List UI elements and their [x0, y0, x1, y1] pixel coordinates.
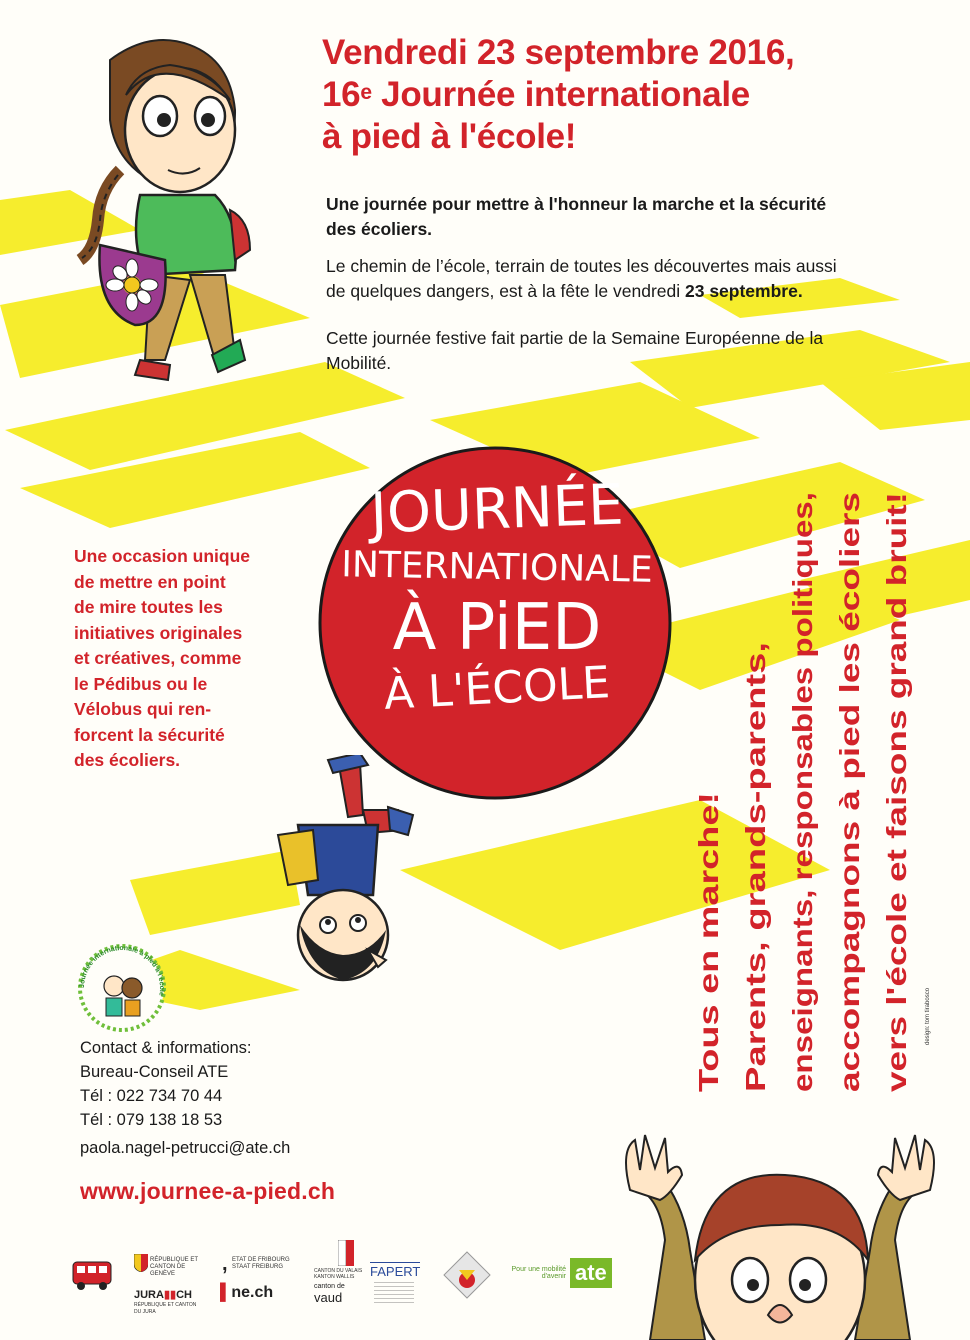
website-link[interactable]: www.journee-a-pied.ch: [80, 1178, 336, 1204]
sidebar-line: de mettre en point: [74, 571, 226, 592]
geneve-coat-of-arms-icon: [134, 1254, 148, 1272]
headline-ordinal-suffix: e: [360, 81, 372, 104]
sidebar-line: des écoliers.: [74, 750, 181, 770]
vertical-line: Tous en marche!: [693, 870, 724, 1092]
event-logo: [72, 938, 172, 1038]
stamp-text: [327, 462, 667, 720]
fribourg-logo-text: ETAT DE FRIBOURG: [232, 1257, 290, 1263]
ne-logo-text: ne.ch: [231, 1284, 274, 1301]
jura-logo: [134, 1288, 192, 1301]
upside-down-boy-illustration: [268, 755, 418, 985]
sidebar-paragraph: [74, 544, 294, 774]
headline: [322, 32, 942, 158]
headline-line-1: Vendredi 23 septembre 2016,: [322, 33, 795, 72]
stamp-line-1: JOURNÉE: [369, 472, 625, 547]
sidebar-line: initiatives originales: [74, 622, 243, 643]
comma-mark-icon: ,: [222, 1253, 228, 1275]
sidebar-line: le Pédibus ou le: [74, 673, 208, 694]
contact-phone-2: Tél : 079 138 18 53: [80, 1111, 223, 1129]
ne-logo-mark-icon: ▌: [220, 1284, 232, 1301]
ne-logo: [220, 1284, 273, 1302]
pedibus-logo: [70, 1258, 114, 1292]
contact-org: Bureau-Conseil ATE: [80, 1063, 229, 1081]
event-logo-ring-text: Journée internationale à pied à l'école: [78, 944, 166, 997]
contact-title: Contact & informations:: [80, 1039, 252, 1057]
waving-boy-illustration: [610, 1130, 940, 1340]
geneve-logo-text: RÉPUBLIQUE ET CANTON DE GENÈVE: [150, 1257, 198, 1277]
vertical-line: accompagnons à pied les écoliers: [834, 637, 865, 1092]
stamp-line-3: À PiED: [392, 591, 602, 665]
intro-body: [326, 254, 846, 304]
ate-tagline-1: Pour une mobilité: [511, 1266, 566, 1273]
sidebar-line: de mire toutes les: [74, 597, 223, 617]
ate-tagline-2: d'avenir: [541, 1273, 566, 1280]
valais-flag-icon: [338, 1240, 354, 1266]
headline-line-2: [322, 74, 942, 116]
jura-logo-ch: CH: [176, 1289, 192, 1301]
headline-ordinal: 16: [322, 75, 361, 114]
contact-email[interactable]: paola.nagel-petrucci@ate.ch: [80, 1139, 291, 1157]
ate-logo: ate: [570, 1258, 612, 1288]
design-credit: design: tom tirabosco: [925, 987, 931, 1045]
sidebar-line: Une occasion unique: [74, 546, 250, 566]
headline-line-2-rest: Journée internationale: [371, 75, 750, 114]
ate-tagline: [504, 1266, 566, 1280]
vertical-line: Parents, grands-parents,: [740, 762, 771, 1092]
valais-logo-text-2: KANTON WALLIS: [314, 1274, 355, 1280]
sidebar-line: et créatives, comme: [74, 648, 242, 668]
sidebar-line: forcent la sécurité: [74, 724, 225, 745]
intro-body-date: 23 septembre.: [685, 281, 803, 301]
vertical-line: enseignants, responsables politiques,: [787, 584, 818, 1092]
jura-logo-mark-icon: ▮▮: [163, 1289, 177, 1301]
vertical-line: vers l'école et faisons grand bruit!: [881, 637, 912, 1092]
fribourg-logo-text-2: STAAT FREIBURG: [232, 1264, 284, 1270]
intro-festive: Cette journée festive fait partie de la Semaine Européenne de la Mobilité.: [326, 328, 824, 373]
fapert-logo: FAPERT: [370, 1264, 421, 1279]
sponsor-logos: [70, 1240, 630, 1320]
intro-body-text: Le chemin de l’école, terrain de toutes les découvertes mais aussi de quelques dangers, est à la fête le vendredi: [326, 256, 837, 301]
vaud-logo-text: vaud: [314, 1290, 343, 1305]
stamp-line-2: INTERNATIONALE: [340, 544, 654, 591]
sidebar-line: Vélobus qui ren-: [74, 699, 212, 719]
vaud-logo-prefix: canton de: [314, 1283, 345, 1290]
vertical-callout: [690, 480, 950, 1100]
contact-phone-1: Tél : 022 734 70 44: [80, 1087, 223, 1105]
partner-diamond-logo: [442, 1250, 492, 1300]
contact-block: [80, 1036, 380, 1160]
headline-line-3: à pied à l'école!: [322, 117, 577, 156]
fapert-fineprint: [374, 1282, 414, 1304]
girl-illustration: [40, 20, 300, 410]
jura-logo-subtitle: RÉPUBLIQUE ET CANTON DU JURA: [134, 1302, 197, 1315]
stamp-line-4: À L'ÉCOLE: [382, 657, 612, 720]
intro-lead: Une journée pour mettre à l'honneur la marche et la sécurité des écoliers.: [326, 194, 827, 239]
intro-text: [326, 192, 846, 388]
jura-logo-text: JURA: [134, 1289, 164, 1301]
valais-logo-text: CANTON DU VALAIS: [314, 1268, 363, 1274]
